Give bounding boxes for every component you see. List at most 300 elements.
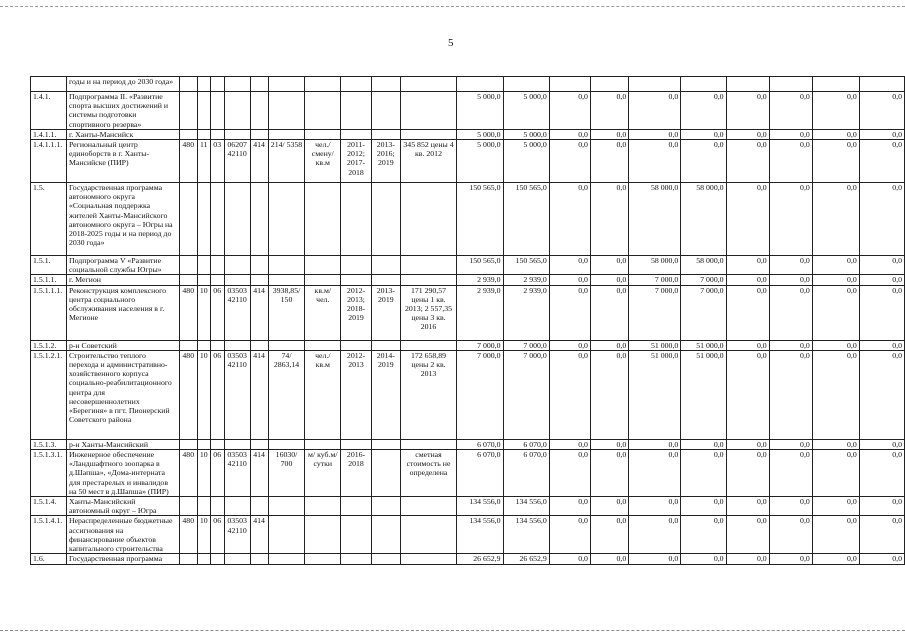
cell-rz: 10 (197, 285, 210, 340)
cell-csr (224, 256, 250, 275)
cell-years-design (341, 77, 372, 92)
cell-budget-total: 5 000,0 (503, 92, 549, 130)
cell-budget-total: 134 556,0 (503, 497, 549, 516)
cell-gr (179, 92, 197, 130)
cell-v6: 0,0 (769, 256, 812, 275)
cell-v8 (859, 77, 904, 92)
cell-years-build (371, 275, 400, 285)
cell-pr (210, 554, 224, 564)
cell-rz: 10 (197, 450, 210, 497)
cell-budget-total (503, 77, 549, 92)
cell-v4: 0,0 (681, 497, 726, 516)
cell-id: 1.5.1.4.1. (31, 516, 67, 554)
cell-years-build (371, 340, 400, 350)
cell-id: 1.4.1. (31, 92, 67, 130)
cell-years-design (341, 183, 372, 256)
cell-vr (250, 77, 268, 92)
cell-v5: 0,0 (726, 129, 769, 139)
cell-total: 26 652,9 (457, 554, 503, 564)
cell-total: 2 939,0 (457, 285, 503, 340)
cell-gr (179, 554, 197, 564)
cell-v5: 0,0 (726, 256, 769, 275)
page-number: 5 (448, 37, 454, 49)
cell-name: Реконструкция комплексного центра социального обслуживания населения в г. Мегионе (66, 285, 179, 340)
cell-gr: 480 (179, 350, 197, 439)
table-row (31, 275, 905, 285)
cell-v3 (629, 77, 681, 92)
cell-gr (179, 497, 197, 516)
table-row (31, 554, 905, 564)
cell-pr (210, 439, 224, 449)
cell-v5: 0,0 (726, 450, 769, 497)
cell-v7: 0,0 (812, 256, 859, 275)
cell-v1: 0,0 (549, 340, 590, 350)
cell-id: 1.5.1.1.1. (31, 285, 67, 340)
cell-name: годы и на период до 2030 года» (66, 77, 179, 92)
cell-v3: 7 000,0 (629, 285, 681, 340)
cell-budget-total: 2 939,0 (503, 275, 549, 285)
cell-vr (250, 497, 268, 516)
cell-gr (179, 183, 197, 256)
cell-total: 150 565,0 (457, 256, 503, 275)
cell-total: 7 000,0 (457, 350, 503, 439)
cell-vr (250, 92, 268, 130)
table-row (31, 129, 905, 139)
cell-cost (400, 340, 457, 350)
cell-v4: 51 000,0 (681, 350, 726, 439)
cell-pr (210, 92, 224, 130)
cell-rz (197, 439, 210, 449)
cell-v6: 0,0 (769, 183, 812, 256)
cell-unit: чел./ смену/ кв.м (305, 140, 341, 183)
cell-v6: 0,0 (769, 439, 812, 449)
cell-capacity: 74/ 2863,14 (268, 350, 305, 439)
cell-cost (400, 256, 457, 275)
cell-v4: 0,0 (681, 450, 726, 497)
cell-name: г. Мегион (66, 275, 179, 285)
cell-v1: 0,0 (549, 516, 590, 554)
table-row (31, 140, 905, 183)
cell-v5: 0,0 (726, 92, 769, 130)
cell-v3: 58 000,0 (629, 256, 681, 275)
cell-cost (400, 183, 457, 256)
cell-v1: 0,0 (549, 140, 590, 183)
cell-rz (197, 92, 210, 130)
cell-v5 (726, 77, 769, 92)
cell-v3: 51 000,0 (629, 350, 681, 439)
cell-total: 5 000,0 (457, 92, 503, 130)
cell-unit: чел./ кв.м (305, 350, 341, 439)
cell-name: Подпрограмма V «Развитие социальной службы Югры» (66, 256, 179, 275)
cell-v7: 0,0 (812, 350, 859, 439)
cell-v3: 0,0 (629, 497, 681, 516)
cell-unit (305, 183, 341, 256)
cell-id: 1.5.1. (31, 256, 67, 275)
cell-cost: 172 658,89 цены 2 кв. 2013 (400, 350, 457, 439)
cell-years-build (371, 554, 400, 564)
cell-pr (210, 256, 224, 275)
cell-years-design: 2012- 2013 (341, 350, 372, 439)
cell-v3: 0,0 (629, 439, 681, 449)
cell-years-build (371, 439, 400, 449)
cell-capacity: 3938,85/ 150 (268, 285, 305, 340)
cell-v1: 0,0 (549, 129, 590, 139)
cell-v4: 0,0 (681, 554, 726, 564)
cell-v4: 58 000,0 (681, 183, 726, 256)
cell-v3: 51 000,0 (629, 340, 681, 350)
cell-v7: 0,0 (812, 554, 859, 564)
cell-v3: 0,0 (629, 129, 681, 139)
cell-v2: 0,0 (590, 285, 628, 340)
cell-v7: 0,0 (812, 340, 859, 350)
cell-v3: 0,0 (629, 554, 681, 564)
cell-pr: 06 (210, 516, 224, 554)
cell-cost (400, 516, 457, 554)
cell-total: 150 565,0 (457, 183, 503, 256)
cell-unit (305, 92, 341, 130)
table-row (31, 516, 905, 554)
cell-rz: 10 (197, 516, 210, 554)
cell-rz (197, 129, 210, 139)
cell-csr (224, 77, 250, 92)
cell-gr (179, 275, 197, 285)
cell-years-build (371, 183, 400, 256)
cell-unit (305, 275, 341, 285)
cell-name: Государственная программа (66, 554, 179, 564)
cell-v3: 0,0 (629, 92, 681, 130)
cell-v2: 0,0 (590, 183, 628, 256)
cell-gr: 480 (179, 285, 197, 340)
cell-years-build (371, 129, 400, 139)
table-row (31, 439, 905, 449)
cell-v7: 0,0 (812, 285, 859, 340)
cell-vr: 414 (250, 285, 268, 340)
cell-name: р-н Ханты-Мансийский (66, 439, 179, 449)
cell-gr: 480 (179, 516, 197, 554)
cell-cost (400, 129, 457, 139)
cell-unit (305, 77, 341, 92)
cell-years-build (371, 77, 400, 92)
cell-capacity (268, 129, 305, 139)
cell-years-design (341, 516, 372, 554)
cell-years-build (371, 450, 400, 497)
cell-budget-total: 6 070,0 (503, 439, 549, 449)
cell-v1: 0,0 (549, 183, 590, 256)
cell-csr (224, 439, 250, 449)
cell-gr: 480 (179, 140, 197, 183)
cell-v4: 0,0 (681, 516, 726, 554)
cell-v2: 0,0 (590, 129, 628, 139)
cell-v8: 0,0 (859, 140, 904, 183)
table-row (31, 450, 905, 497)
cell-vr (250, 275, 268, 285)
cell-vr: 414 (250, 140, 268, 183)
cell-total: 6 070,0 (457, 450, 503, 497)
cell-rz (197, 183, 210, 256)
cell-total: 134 556,0 (457, 516, 503, 554)
cell-v8: 0,0 (859, 439, 904, 449)
cell-v6: 0,0 (769, 450, 812, 497)
cell-cost (400, 77, 457, 92)
cell-csr (224, 275, 250, 285)
cell-cost: 171 290,57 цены 1 кв. 2013; 2 557,35 цены 3 кв. 2016 (400, 285, 457, 340)
cell-unit (305, 439, 341, 449)
cell-budget-total: 2 939,0 (503, 285, 549, 340)
cell-name: Ханты-Мансийский автономный округ – Югра (66, 497, 179, 516)
cell-pr: 06 (210, 450, 224, 497)
cell-csr (224, 497, 250, 516)
cell-pr (210, 183, 224, 256)
cell-years-design (341, 497, 372, 516)
cell-capacity (268, 497, 305, 516)
cell-v2: 0,0 (590, 439, 628, 449)
cell-v5: 0,0 (726, 439, 769, 449)
cell-v1: 0,0 (549, 275, 590, 285)
cell-budget-total: 150 565,0 (503, 256, 549, 275)
cell-v1: 0,0 (549, 439, 590, 449)
cell-gr (179, 439, 197, 449)
cell-capacity (268, 554, 305, 564)
cell-v6: 0,0 (769, 285, 812, 340)
cell-v5: 0,0 (726, 350, 769, 439)
cell-v6: 0,0 (769, 554, 812, 564)
cell-v7: 0,0 (812, 497, 859, 516)
cell-years-design (341, 256, 372, 275)
cell-unit (305, 516, 341, 554)
cell-v6: 0,0 (769, 350, 812, 439)
cell-rz (197, 256, 210, 275)
cell-v1: 0,0 (549, 450, 590, 497)
cell-years-build (371, 92, 400, 130)
cell-v6: 0,0 (769, 275, 812, 285)
cell-v6: 0,0 (769, 516, 812, 554)
cell-years-build: 2013- 2016; 2019 (371, 140, 400, 183)
cell-id: 1.5.1.3. (31, 439, 67, 449)
cell-v2: 0,0 (590, 256, 628, 275)
cell-v1: 0,0 (549, 92, 590, 130)
cell-csr (224, 183, 250, 256)
cell-id: 1.5.1.2.1. (31, 350, 67, 439)
cell-total: 5 000,0 (457, 129, 503, 139)
cell-v5: 0,0 (726, 275, 769, 285)
cell-vr: 414 (250, 350, 268, 439)
cell-rz: 11 (197, 140, 210, 183)
cell-years-design (341, 92, 372, 130)
cell-id: 1.5.1.4. (31, 497, 67, 516)
cell-v7: 0,0 (812, 275, 859, 285)
cell-cost: 345 852 цены 4 кв. 2012 (400, 140, 457, 183)
cell-id: 1.5.1.1. (31, 275, 67, 285)
cell-v4: 7 000,0 (681, 275, 726, 285)
cell-name: р-н Советский (66, 340, 179, 350)
cell-cost (400, 275, 457, 285)
cell-v5: 0,0 (726, 340, 769, 350)
cell-capacity: 16030/ 700 (268, 450, 305, 497)
cell-v1: 0,0 (549, 285, 590, 340)
cell-rz (197, 275, 210, 285)
cell-csr (224, 129, 250, 139)
cell-v2: 0,0 (590, 140, 628, 183)
cell-id: 1.4.1.1.1. (31, 140, 67, 183)
cell-id: 1.5.1.3.1. (31, 450, 67, 497)
cell-gr (179, 340, 197, 350)
cell-budget-total: 6 070,0 (503, 450, 549, 497)
cell-v7: 0,0 (812, 92, 859, 130)
cell-v8: 0,0 (859, 516, 904, 554)
cell-unit (305, 129, 341, 139)
cell-total: 7 000,0 (457, 340, 503, 350)
cell-id: 1.6. (31, 554, 67, 564)
cell-v6: 0,0 (769, 497, 812, 516)
cell-v8: 0,0 (859, 554, 904, 564)
cell-years-design: 2012- 2013; 2018- 2019 (341, 285, 372, 340)
table-row (31, 92, 905, 130)
cell-years-build (371, 497, 400, 516)
cell-capacity: 214/ 5358 (268, 140, 305, 183)
cell-v3: 0,0 (629, 516, 681, 554)
cell-cost (400, 92, 457, 130)
cell-pr: 06 (210, 285, 224, 340)
cell-gr (179, 256, 197, 275)
cell-v8: 0,0 (859, 275, 904, 285)
cell-gr (179, 77, 197, 92)
cell-v7: 0,0 (812, 140, 859, 183)
top-edge-line (0, 6, 905, 7)
cell-unit: кв.м/ чел. (305, 285, 341, 340)
cell-pr (210, 340, 224, 350)
cell-name: г. Ханты-Мансийск (66, 129, 179, 139)
cell-v8: 0,0 (859, 340, 904, 350)
cell-capacity (268, 256, 305, 275)
cell-v1 (549, 77, 590, 92)
cell-name: Инженерное обеспечение «Ландшафтного зоопарка в д.Шапша», «Дома-интерната для престарелых и инвалидов на 50 мест в д.Шапша» (ПИР) (66, 450, 179, 497)
cell-v1: 0,0 (549, 256, 590, 275)
cell-v1: 0,0 (549, 497, 590, 516)
cell-vr (250, 256, 268, 275)
cell-total: 6 070,0 (457, 439, 503, 449)
cell-name: Строительство теплого перехода и административно-хозяйственного корпуса социально-реабилитационного центра для несовершеннолетних «Берегиня» в пгт. Пионерский Советского района (66, 350, 179, 439)
cell-v7: 0,0 (812, 129, 859, 139)
cell-v4: 0,0 (681, 129, 726, 139)
cell-unit (305, 256, 341, 275)
cell-v2: 0,0 (590, 340, 628, 350)
cell-budget-total: 26 652,9 (503, 554, 549, 564)
cell-budget-total: 7 000,0 (503, 340, 549, 350)
cell-name: Нераспределенные бюджетные ассигнования на финансирование объектов капитального строительства (66, 516, 179, 554)
cell-cost (400, 439, 457, 449)
cell-v2: 0,0 (590, 275, 628, 285)
cell-pr (210, 275, 224, 285)
cell-v5: 0,0 (726, 497, 769, 516)
cell-v4: 0,0 (681, 92, 726, 130)
cell-v8: 0,0 (859, 497, 904, 516)
cell-budget-total: 5 000,0 (503, 129, 549, 139)
cell-capacity (268, 275, 305, 285)
cell-v7: 0,0 (812, 439, 859, 449)
cell-v8: 0,0 (859, 92, 904, 130)
cell-csr: 06207 42110 (224, 140, 250, 183)
cell-gr: 480 (179, 450, 197, 497)
cell-v3: 58 000,0 (629, 183, 681, 256)
cell-budget-total: 7 000,0 (503, 350, 549, 439)
cell-v5: 0,0 (726, 554, 769, 564)
cell-v1: 0,0 (549, 350, 590, 439)
cell-v2: 0,0 (590, 516, 628, 554)
cell-unit (305, 554, 341, 564)
cell-id: 1.4.1.1. (31, 129, 67, 139)
cell-csr: 03503 42110 (224, 450, 250, 497)
cell-years-build (371, 256, 400, 275)
cell-v8: 0,0 (859, 285, 904, 340)
cell-v7: 0,0 (812, 516, 859, 554)
cell-rz: 10 (197, 350, 210, 439)
cell-rz (197, 497, 210, 516)
cell-vr: 414 (250, 516, 268, 554)
cell-v8: 0,0 (859, 450, 904, 497)
cell-vr (250, 129, 268, 139)
cell-rz (197, 77, 210, 92)
cell-name: Государственная программа автономного округа «Социальная поддержка жителей Ханты-Мансийского автономного округа – Югры на 2018-2025 годы и на период до 2030 года» (66, 183, 179, 256)
cell-capacity (268, 183, 305, 256)
cell-v4: 0,0 (681, 140, 726, 183)
cell-v2: 0,0 (590, 450, 628, 497)
cell-csr: 03503 42110 (224, 516, 250, 554)
cell-csr (224, 340, 250, 350)
cell-id: 1.5.1.2. (31, 340, 67, 350)
cell-years-design: 2016- 2018 (341, 450, 372, 497)
cell-cost (400, 497, 457, 516)
cell-years-design (341, 275, 372, 285)
cell-capacity (268, 439, 305, 449)
cell-csr: 03503 42110 (224, 285, 250, 340)
cell-pr (210, 129, 224, 139)
cell-total: 5 000,0 (457, 140, 503, 183)
cell-unit (305, 340, 341, 350)
cell-rz (197, 554, 210, 564)
cell-budget-total: 150 565,0 (503, 183, 549, 256)
table-row (31, 497, 905, 516)
cell-total: 2 939,0 (457, 275, 503, 285)
cell-years-design (341, 129, 372, 139)
cell-v3: 7 000,0 (629, 275, 681, 285)
cell-v2: 0,0 (590, 350, 628, 439)
cell-years-build (371, 516, 400, 554)
cell-v3: 0,0 (629, 450, 681, 497)
cell-v6: 0,0 (769, 140, 812, 183)
table-row (31, 350, 905, 439)
cell-years-build: 2014- 2019 (371, 350, 400, 439)
cell-csr (224, 92, 250, 130)
cell-vr (250, 340, 268, 350)
cell-gr (179, 129, 197, 139)
cell-unit (305, 497, 341, 516)
cell-years-design (341, 554, 372, 564)
cell-csr (224, 554, 250, 564)
table-row (31, 256, 905, 275)
cell-v4: 7 000,0 (681, 285, 726, 340)
cell-v8: 0,0 (859, 129, 904, 139)
cell-budget-total: 134 556,0 (503, 516, 549, 554)
cell-vr (250, 439, 268, 449)
cell-v6: 0,0 (769, 340, 812, 350)
cell-v4: 58 000,0 (681, 256, 726, 275)
budget-table (30, 76, 905, 565)
cell-v4 (681, 77, 726, 92)
cell-pr (210, 77, 224, 92)
cell-name: Региональный центр единоборств в г. Ханты-Мансийске (ПИР) (66, 140, 179, 183)
cell-years-design (341, 340, 372, 350)
cell-vr (250, 554, 268, 564)
